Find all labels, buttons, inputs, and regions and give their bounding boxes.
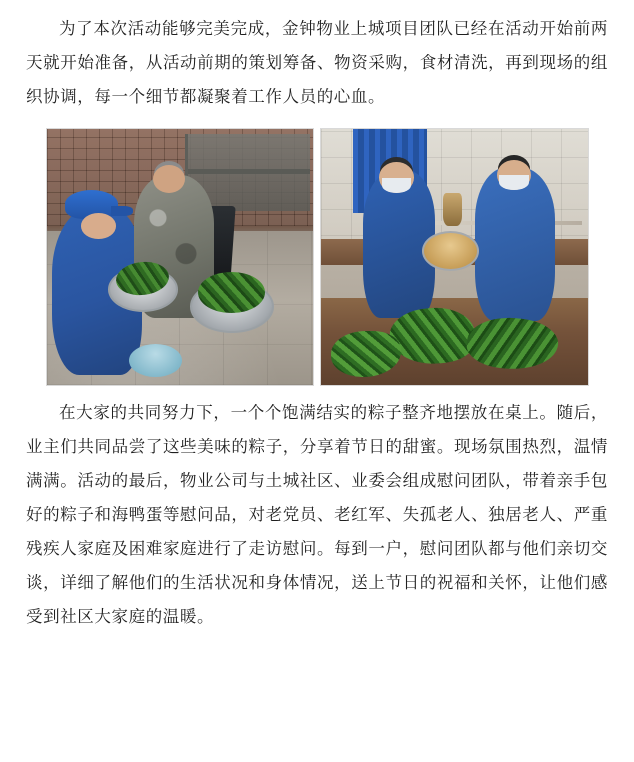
paragraph-2: 在大家的共同努力下，一个个饱满结实的粽子整齐地摆放在桌上。随后，业主们共同品尝了这些美味的粽子，分享着节日的甜蜜。现场氛围热烈，温情满满。活动的最后，物业公司与土城社区、业委会组成慰问团队，带着亲手包好的粽子和海鸭蛋等慰问品，对老党员、老红军、失孤老人、独居老人、严重残疾人家庭及困难家庭进行了走访慰问。每到一户，慰问团队都与他们亲切交谈，详细了解他们的生活状况和身体情况，送上节日的祝福和关怀，让他们感受到社区大家庭的温暖。 [26, 403, 608, 626]
photo1-face-left [81, 213, 116, 239]
photo2-jar [443, 193, 462, 226]
photo2-mask-left [382, 178, 411, 193]
photo1-face-right [153, 165, 185, 193]
photo2-worker-right [475, 167, 555, 321]
photo1-leaves-in-basin-right [198, 272, 265, 313]
photo-volunteers-washing-leaves [46, 128, 314, 386]
photo-indoor-food-prep [320, 128, 589, 386]
figure-block [26, 128, 608, 386]
paragraph-1: 为了本次活动能够完美完成，金钟物业上城项目团队已经在活动开始前两天就开始准备，从活动前期的策划筹备、物资采购，食材清洗，再到现场的组织协调，每一个细节都凝聚着工作人员的心血。 [26, 19, 608, 106]
figure-row [46, 128, 589, 386]
